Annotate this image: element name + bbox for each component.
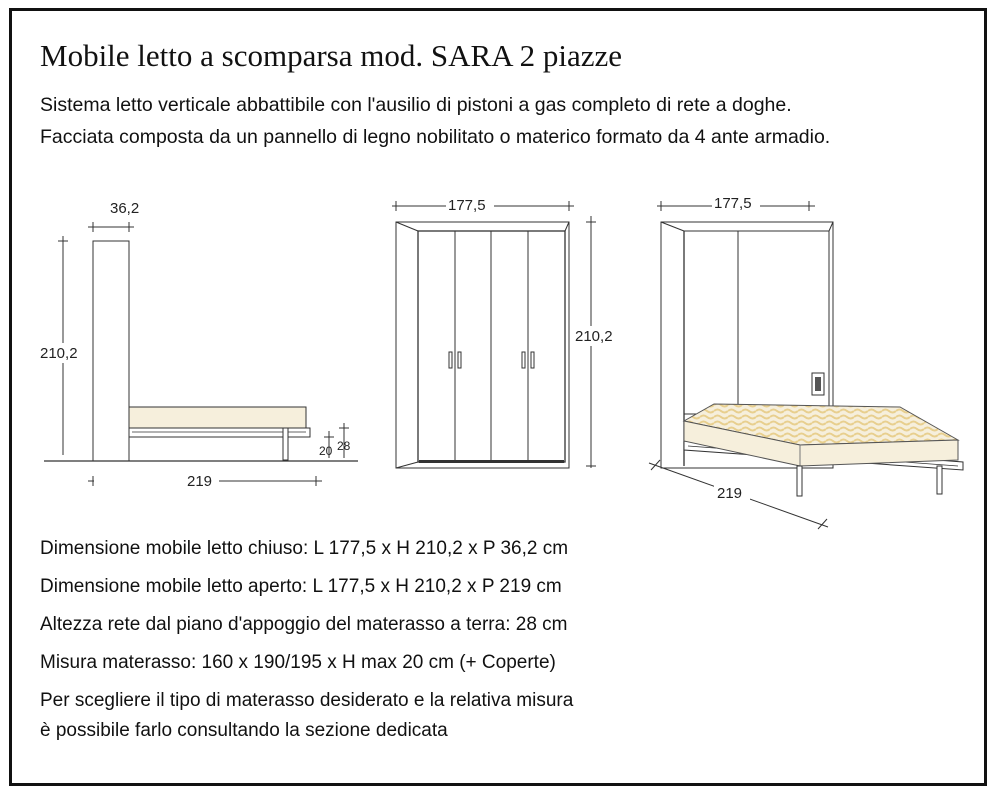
spec-net-height: Altezza rete dal piano d'appoggio del materasso a terra: 28 cm — [40, 614, 568, 635]
front-width-label: 177,5 — [448, 197, 486, 214]
spec-mattress-size: Misura materasso: 160 x 190/195 x H max 20 cm (+ Coperte) — [40, 652, 556, 673]
door-handle-2 — [458, 352, 461, 368]
net-height-label: 28 — [337, 439, 351, 453]
spec-mattress-note-2: è possibile farlo consultando la sezione dedicata — [40, 720, 448, 741]
open-length-label: 219 — [717, 485, 743, 502]
door-handle-4 — [531, 352, 534, 368]
side-depth-label: 36,2 — [110, 200, 140, 217]
front-view — [392, 201, 596, 468]
spec-mattress-note-1: Per scegliere il tipo di materasso desiderato e la relativa misura — [40, 690, 574, 711]
door-handle-3 — [522, 352, 525, 368]
side-height-label: 210,2 — [40, 345, 78, 362]
open-bed-leg-1 — [797, 466, 802, 496]
intro-line-1: Sistema letto verticale abbattibile con l'ausilio di pistoni a gas completo di rete a doghe. — [40, 94, 792, 116]
open-view — [649, 201, 963, 529]
intro-line-2: Facciata composta da un pannello di legno nobilitato o materico formato da 4 ante armadio. — [40, 126, 831, 148]
side-leg — [283, 428, 288, 460]
front-height-label: 210,2 — [575, 328, 613, 345]
leg-height-label: 20 — [319, 444, 333, 458]
spec-open-dimensions: Dimensione mobile letto aperto: L 177,5 x H 210,2 x P 219 cm — [40, 576, 562, 597]
side-view — [44, 222, 358, 486]
door-handle-1 — [449, 352, 452, 368]
open-bed-leg-2 — [937, 466, 942, 494]
page-title: Mobile letto a scomparsa mod. SARA 2 piazze — [40, 38, 622, 73]
spec-closed-dimensions: Dimensione mobile letto chiuso: L 177,5 x H 210,2 x P 36,2 cm — [40, 538, 569, 559]
side-mattress — [129, 407, 306, 428]
side-cabinet — [93, 241, 129, 461]
open-width-label: 177,5 — [714, 195, 752, 212]
side-length-label: 219 — [187, 473, 213, 490]
